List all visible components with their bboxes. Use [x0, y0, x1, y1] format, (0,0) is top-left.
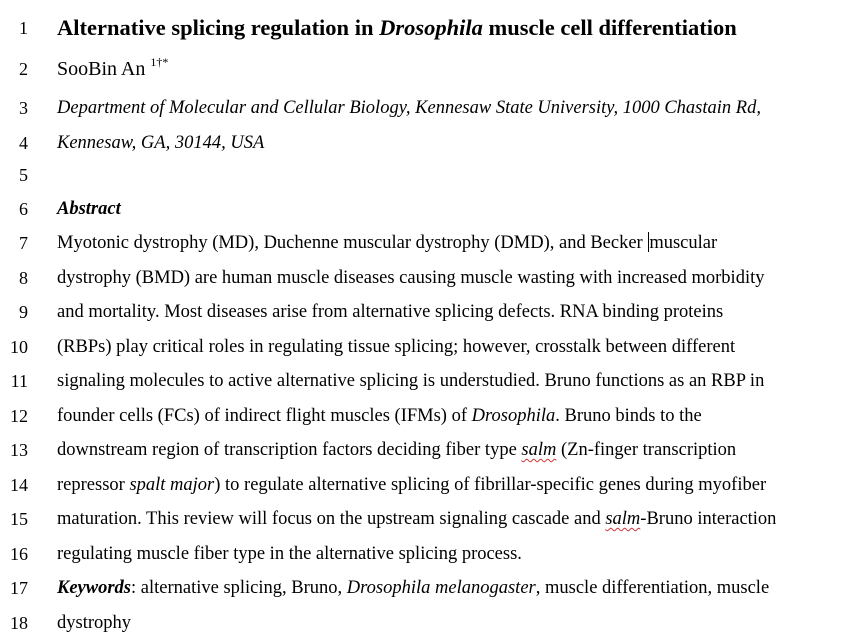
line-number: 1: [19, 18, 28, 38]
line-number: 14: [10, 475, 28, 495]
abstract-text: maturation. This review will focus on the upstream signaling cascade and: [57, 509, 606, 529]
line-number: 8: [19, 268, 28, 288]
line-number: 16: [10, 544, 28, 564]
line-number: 15: [10, 509, 28, 529]
keywords-label: Keywords: [57, 578, 131, 598]
line-2: [0, 52, 846, 86]
affiliation-line-2[interactable]: Kennesaw, GA, 30144, USA: [57, 133, 265, 153]
abstract-text: ) to regulate alternative splicing of fibrillar-specific genes during myofiber: [214, 475, 767, 495]
abstract-line-16[interactable]: regulating muscle fiber type in the alternative splicing process.: [57, 544, 522, 564]
abstract-text: downstream region of transcription factors deciding fiber type: [57, 440, 522, 460]
species-name: Drosophila melanogaster: [346, 578, 536, 598]
abstract-text: founder cells (FCs) of indirect flight muscles (IFMs) of: [57, 406, 472, 426]
line-number: 9: [19, 302, 28, 322]
author-line[interactable]: [57, 52, 168, 86]
title-italic-text: Drosophila: [379, 15, 483, 40]
line-18: [0, 606, 846, 640]
affiliation-line-1[interactable]: Department of Molecular and Cellular Biology, Kennesaw State University, 1000 Chastain Rd,: [57, 98, 761, 118]
spellcheck-flagged-word[interactable]: salm: [605, 509, 641, 529]
line-number: 18: [10, 613, 28, 633]
line-17: [0, 571, 846, 605]
paper-title[interactable]: [57, 11, 737, 45]
abstract-line-12[interactable]: [57, 399, 702, 433]
abstract-text: muscular: [649, 233, 718, 253]
author-affiliation-marks: 1†*: [150, 55, 169, 69]
author-name: SooBin An: [57, 58, 151, 80]
line-number: 3: [19, 98, 28, 118]
abstract-text: repressor: [57, 475, 130, 495]
line-number: 6: [19, 199, 28, 219]
abstract-line-14[interactable]: [57, 468, 766, 502]
line-4: [0, 126, 846, 160]
line-6: [0, 192, 846, 226]
line-number: 10: [10, 337, 28, 357]
title-text: Alternative splicing regulation in: [57, 15, 380, 40]
line-number: 4: [19, 133, 28, 153]
line-8: [0, 261, 846, 295]
line-13: [0, 433, 846, 467]
abstract-text: (Zn-finger transcription: [556, 440, 737, 460]
keywords-text: : alternative splicing, Bruno,: [131, 578, 347, 598]
line-11: [0, 364, 846, 398]
line-5: [0, 158, 846, 192]
species-name: Drosophila: [471, 406, 556, 426]
line-16: [0, 537, 846, 571]
keywords-text: , muscle differentiation, muscle: [535, 578, 770, 598]
abstract-heading[interactable]: Abstract: [57, 199, 121, 219]
keywords-line-2[interactable]: dystrophy: [57, 613, 131, 633]
line-7: [0, 226, 846, 260]
line-number: 5: [19, 165, 28, 185]
abstract-text: Myotonic dystrophy (MD), Duchenne muscular dystrophy (DMD), and Becker: [57, 233, 648, 253]
abstract-line-15[interactable]: [57, 502, 776, 536]
abstract-line-8[interactable]: dystrophy (BMD) are human muscle diseases causing muscle wasting with increased morbidity: [57, 268, 765, 288]
line-number: 2: [19, 59, 28, 79]
line-number: 12: [10, 406, 28, 426]
line-1: [0, 11, 846, 45]
gene-name: spalt major: [129, 475, 215, 495]
abstract-line-7[interactable]: [57, 226, 717, 260]
line-number: 7: [19, 233, 28, 253]
line-number: 13: [10, 440, 28, 460]
keywords-line[interactable]: [57, 571, 769, 605]
line-15: [0, 502, 846, 536]
abstract-text: . Bruno binds to the: [555, 406, 702, 426]
spellcheck-flagged-word[interactable]: salm: [521, 440, 557, 460]
line-3: [0, 91, 846, 125]
abstract-line-13[interactable]: [57, 433, 736, 467]
abstract-line-10[interactable]: (RBPs) play critical roles in regulating tissue splicing; however, crosstalk between different: [57, 337, 736, 357]
abstract-line-9[interactable]: and mortality. Most diseases arise from alternative splicing defects. RNA binding proteins: [57, 302, 724, 322]
line-9: [0, 295, 846, 329]
abstract-line-11[interactable]: signaling molecules to active alternative splicing is understudied. Bruno functions as an RBP in: [57, 371, 765, 391]
line-number: 11: [10, 371, 28, 391]
title-text-end: muscle cell differentiation: [482, 15, 737, 40]
line-12: [0, 399, 846, 433]
abstract-text: -Bruno interaction: [640, 509, 777, 529]
line-14: [0, 468, 846, 502]
line-number: 17: [10, 578, 28, 598]
line-10: [0, 330, 846, 364]
